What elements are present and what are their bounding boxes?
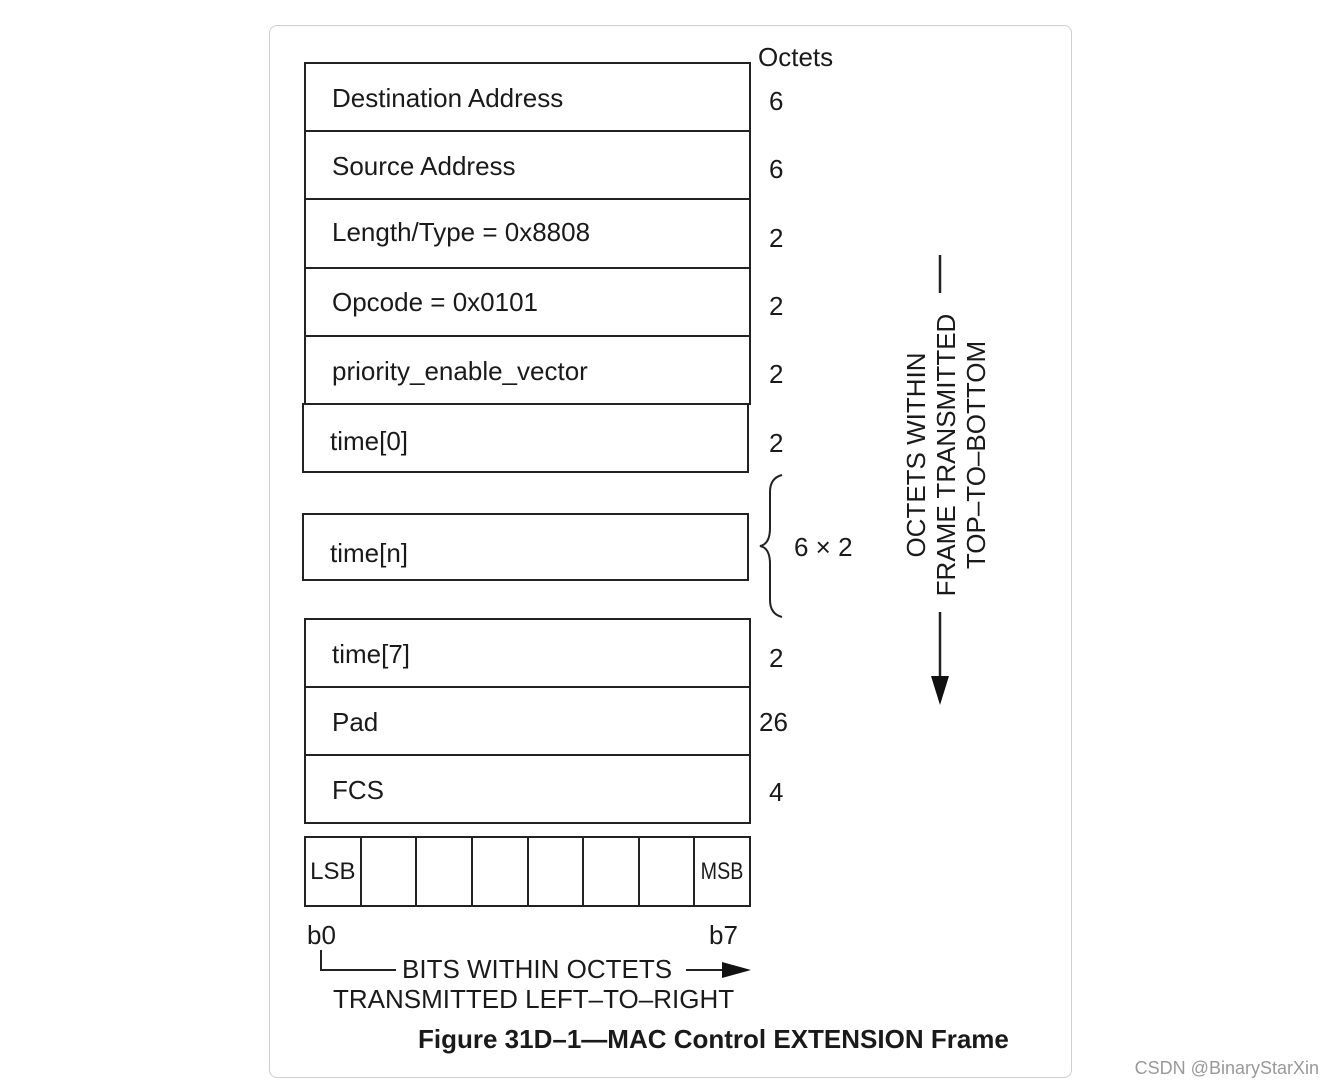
octets-source-address: 6 xyxy=(769,154,784,184)
octets-fcs: 4 xyxy=(769,777,784,807)
octets-length-type: 2 xyxy=(769,223,784,253)
field-label: Pad xyxy=(332,707,379,737)
field-label: priority_enable_vector xyxy=(332,356,588,386)
octets-priority-enable-vector: 2 xyxy=(769,359,784,389)
field-label: time[7] xyxy=(332,639,411,669)
octets-time-group: 6 × 2 xyxy=(794,532,853,562)
bits-note-line2: TRANSMITTED LEFT–TO–RIGHT xyxy=(333,984,735,1014)
octets-time-7: 2 xyxy=(769,643,784,673)
watermark: CSDN @BinaryStarXin xyxy=(1134,1058,1319,1078)
octets-pad: 26 xyxy=(759,707,788,737)
msb-label: MSB xyxy=(700,857,744,885)
field-label: Length/Type = 0x8808 xyxy=(332,217,591,247)
octets-opcode: 2 xyxy=(769,291,784,321)
octets-note-line1: OCTETS WITHIN xyxy=(901,352,931,558)
bit-end-label: b7 xyxy=(709,920,738,950)
field-label: Source Address xyxy=(332,151,516,181)
arrow-right-icon xyxy=(722,962,751,978)
lsb-label: LSB xyxy=(310,857,356,885)
arrow-down-icon xyxy=(931,676,949,705)
figure-caption: Figure 31D–1—MAC Control EXTENSION Frame xyxy=(418,1024,1009,1054)
brace-icon xyxy=(760,475,782,617)
octets-time-0: 2 xyxy=(769,428,784,458)
field-label: FCS xyxy=(332,775,384,805)
octets-note-line3: TOP–TO–BOTTOM xyxy=(961,340,991,570)
field-label: time[0] xyxy=(330,426,409,456)
field-label: Opcode = 0x0101 xyxy=(332,287,538,317)
octets-header: Octets xyxy=(758,42,834,72)
field-label: Destination Address xyxy=(332,83,564,113)
bits-note-line1: BITS WITHIN OCTETS xyxy=(402,954,673,984)
bit-start-label: b0 xyxy=(307,920,336,950)
octets-destination-address: 6 xyxy=(769,86,784,116)
field-label: time[n] xyxy=(330,538,409,568)
octets-note-line2: FRAME TRANSMITTED xyxy=(931,313,961,597)
